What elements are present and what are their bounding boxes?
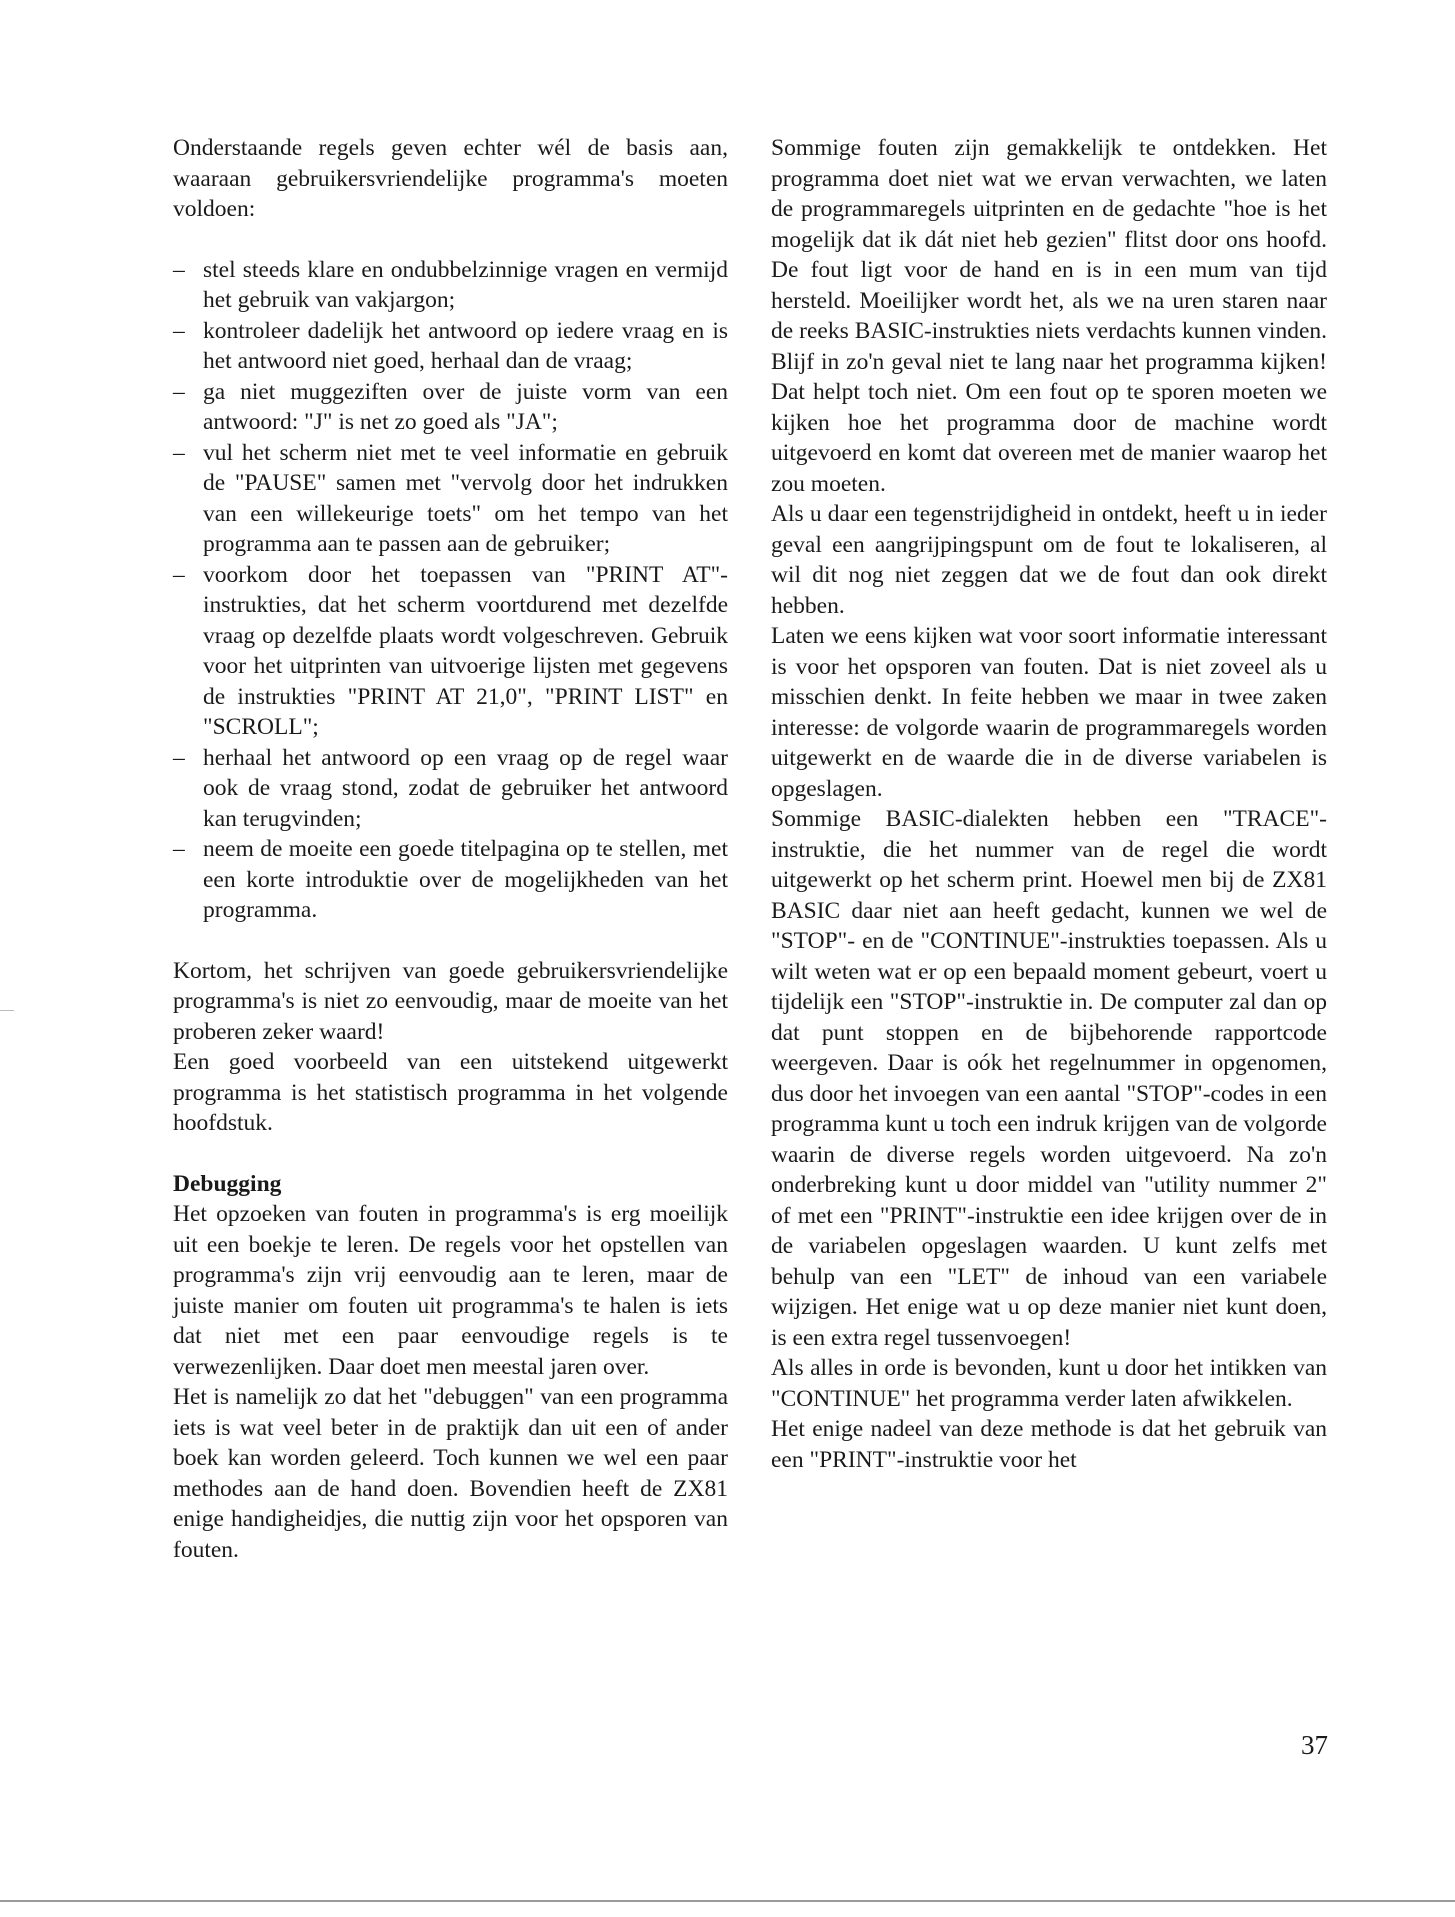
list-item: – herhaal het antwoord op een vraag op de regel waar ook de vraag stond, zodat de gebruiker het antwoord kan terugvinden; xyxy=(173,743,728,835)
debug-paragraph: Het opzoeken van fouten in programma's is erg moeilijk uit een boekje te leren. De regels voor het opstellen van programma's zijn vrij eenvoudig aan te leren, maar de juiste manier om fouten uit programma's te halen is iets dat niet met een paar eenvoudige regels is te verwezenlijken. Daar doet men meestal jaren over. xyxy=(173,1201,728,1380)
rules-list xyxy=(173,255,728,926)
list-item: – kontroleer dadelijk het antwoord op iedere vraag en is het antwoord niet goed, herhaal dan de vraag; xyxy=(173,316,728,377)
list-item: – stel steeds klare en ondubbelzinnige vragen en vermijd het gebruik van vakjargon; xyxy=(173,255,728,316)
page-number: 37 xyxy=(1301,1730,1328,1760)
intro-paragraph: Onderstaande regels geven echter wél de basis aan, waaraan gebruikersvriendelijke programma's moeten voldoen: xyxy=(173,135,728,222)
body-paragraph: Als alles in orde is bevonden, kunt u door het intikken van "CONTINUE" het programma verder laten afwikkelen. xyxy=(771,1355,1327,1412)
right-column xyxy=(771,133,1327,1475)
list-item: – neem de moeite een goede titelpagina op te stellen, met een korte introduktie over de mogelijkheden van het programma. xyxy=(173,834,728,926)
summary-paragraph: Kortom, het schrijven van goede gebruikersvriendelijke programma's is niet zo eenvoudig, maar de moeite van het proberen zeker waard! xyxy=(173,957,728,1045)
margin-mark xyxy=(0,1010,14,1011)
body-paragraph: Als u daar een tegenstrijdigheid in ontdekt, heeft u in ieder geval een aangrijpingspunt om de fout te lokaliseren, al wil dit nog niet zeggen dat we de fout dan ook direkt hebben. xyxy=(771,501,1327,619)
bottom-rule xyxy=(0,1900,1455,1902)
body-paragraph: Sommige BASIC-dialekten hebben een "TRACE"-instruktie, die het nummer van de regel die wordt uitgewerkt op het scherm print. Hoewel men bij de ZX81 BASIC daar niet aan heeft gedacht, kunnen we wel de "STOP"- en de "CONTINUE"-instrukties toepassen. Als u wilt weten wat er op een bepaald moment gebeurt, voert u tijdelijk een "STOP"-instruktie in. De computer zal dan op dat punt stoppen en de bijbehorende rapportcode weergeven. Daar is oók het regelnummer in opgenomen, dus door het invoegen van een aantal "STOP"-codes in een programma kunt u toch een indruk krijgen van de volgorde waarin de diverse regels worden uitgevoerd. Na zo'n onderbreking kunt u door middel van "utility nummer 2" of met een "PRINT"-instruktie een idee krijgen over de in de variabelen opgeslagen waarden. U kunt zelfs met behulp van een "LET" de inhoud van een variabele wijzigen. Het enige wat u op deze manier niet kunt doen, is een extra regel tussenvoegen! xyxy=(771,806,1327,1351)
list-item: – voorkom door het toepassen van "PRINT AT"-instrukties, dat het scherm voortdurend met dezelfde vraag op dezelfde plaats wordt volgeschreven. Gebruik voor het uitprinten van uitvoerige lijsten met gegevens de instrukties "PRINT AT 21,0", "PRINT LIST" en "SCROLL"; xyxy=(173,560,728,743)
list-item: – ga niet muggeziften over de juiste vorm van een antwoord: "J" is net zo goed als "JA"; xyxy=(173,377,728,438)
body-paragraph: Sommige fouten zijn gemakkelijk te ontdekken. Het programma doet niet wat we ervan verwachten, we laten de programmaregels uitprinten en de gedachte "hoe is het mogelijk dat ik dát niet heb gezien" flitst door ons hoofd. De fout ligt voor de hand en is in een mum van tijd hersteld. Moeilijker wordt het, als we na uren staren naar de reeks BASIC-instrukties niets verdachts kunnen vinden. Blijf in zo'n geval niet te lang naar het programma kijken! Dat helpt toch niet. Om een fout op te sporen moeten we kijken hoe het programma door de machine wordt uitgevoerd en komt dat overeen met de manier waarop het zou moeten. xyxy=(771,135,1327,497)
example-paragraph: Een goed voorbeeld van een uitstekend uitgewerkt programma is het statistisch programma in het volgende hoofdstuk. xyxy=(173,1049,728,1136)
list-item: – vul het scherm niet met te veel informatie en gebruik de "PAUSE" samen met "vervolg door het indrukken van een willekeurige toets" om het tempo van het programma aan te passen aan de gebruiker; xyxy=(173,438,728,560)
section-heading: Debugging xyxy=(173,1170,282,1197)
body-paragraph: Laten we eens kijken wat voor soort informatie interessant is voor het opsporen van fouten. Dat is niet zoveel als u misschien denkt. In feite hebben we maar in twee zaken interesse: de volgorde waarin de programmaregels worden uitgewerkt en de waarde die in de diverse variabelen is opgeslagen. xyxy=(771,623,1327,802)
left-column xyxy=(173,133,728,1565)
body-paragraph: Het enige nadeel van deze methode is dat het gebruik van een "PRINT"-instruktie voor het xyxy=(771,1416,1327,1473)
debug-paragraph: Het is namelijk zo dat het "debuggen" van een programma iets is wat veel beter in de praktijk dan uit een of ander boek kan worden geleerd. Toch kunnen we wel een paar methodes aan de hand doen. Bovendien heeft de ZX81 enige handigheidjes, die nuttig zijn voor het opsporen van fouten. xyxy=(173,1384,728,1563)
